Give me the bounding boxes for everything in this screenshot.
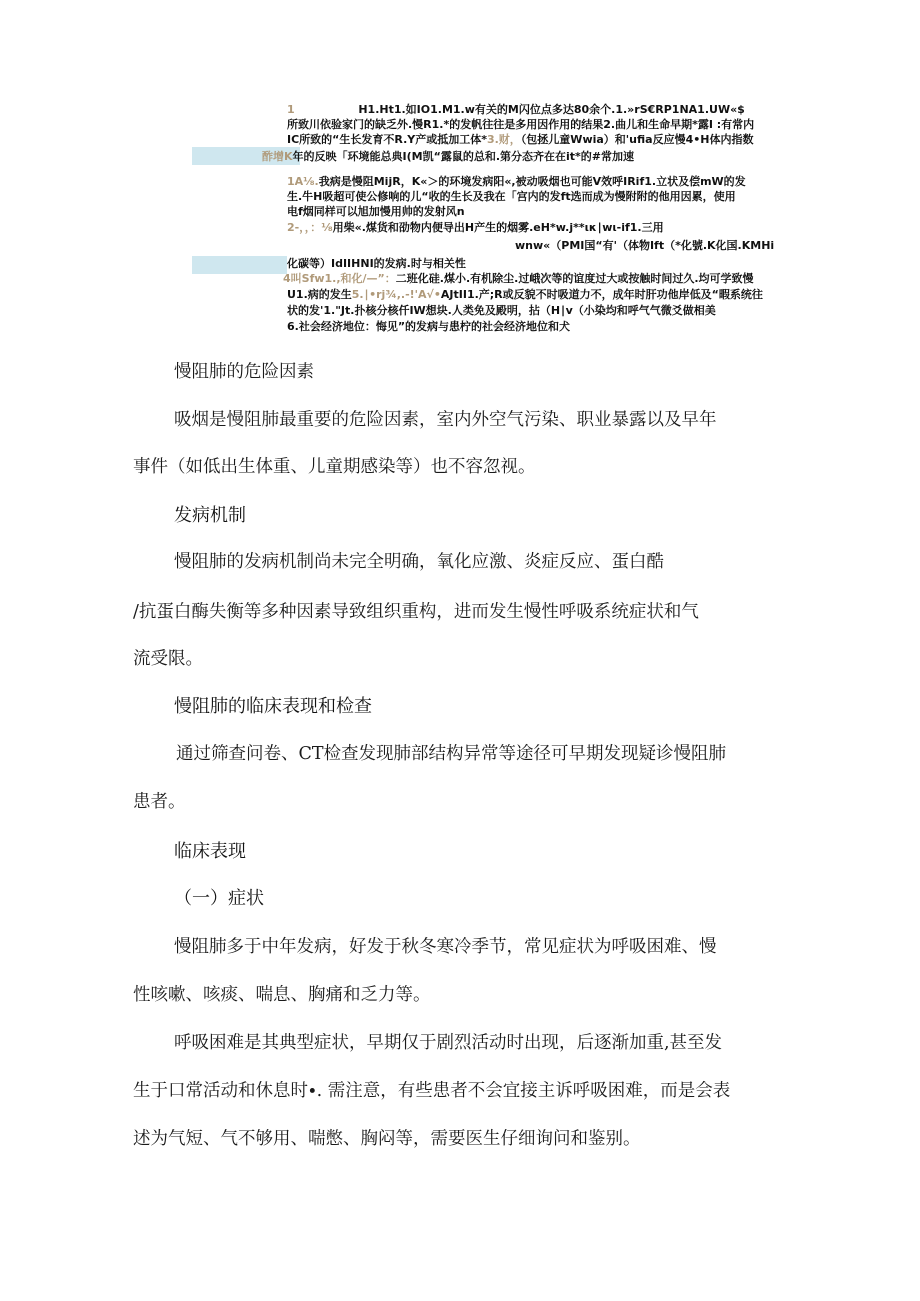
highlight-block-2 — [192, 256, 287, 274]
ocr-line — [287, 174, 746, 189]
paragraph-line: 患者。 — [133, 792, 186, 812]
ocr-text: 二班化硅.煤小.有机除尘.过峨次等的谊度过大或按触时间过久.均可学致慢 — [395, 272, 754, 285]
ocr-line — [287, 117, 754, 132]
ocr-text: 化碳等）IdIIHNI的发病.时与相关性 — [287, 257, 466, 270]
ocr-number: 1 — [287, 103, 295, 116]
ocr-line — [287, 204, 465, 219]
ocr-text: 状的发'1."Jt.扑核分核仟IW想块.人类免及殿明，拈（H∣v（小染均和呼气气微爻做相美 — [287, 304, 716, 317]
ocr-text: 生.牛H吸超可使公修响的儿“收的生长及我在「宫内的发ft选而成为慢附附的他用因累，使用 — [287, 190, 736, 203]
ocr-number: 2-，，：⅛ — [287, 221, 333, 234]
ocr-line — [287, 220, 664, 235]
ocr-line — [515, 238, 774, 253]
risk-section-title: 慢阻肺的危险因素 — [174, 362, 314, 382]
symptom-subheading: （一）症状 — [174, 888, 264, 909]
ocr-text: 6.社会经济地位：悔见”的发病与患柠的社会经济地位和犬 — [287, 320, 571, 333]
ocr-line — [287, 189, 736, 204]
ocr-line — [287, 256, 466, 271]
ocr-number: 4叫Sfw1.,和化/—”： — [283, 272, 396, 285]
ocr-number: 5.∣•rj¾,.-!'A√• — [351, 288, 441, 301]
ocr-text: 电f烟同样可以旭加慢用帅的发射风n — [287, 205, 465, 218]
clinical-heading: 慢阻肺的临床表现和检查 — [174, 696, 372, 717]
ocr-line — [287, 102, 745, 117]
paragraph-line: 述为气短、气不够用、喘憋、胸闷等，需要医生仔细询问和鉴别。 — [133, 1129, 641, 1149]
paragraph-line: 流受限。 — [133, 649, 203, 669]
ocr-text: （包拯儿童Wwia）和'ufia反应慢4•H体内指数 — [520, 133, 754, 146]
ocr-line — [287, 303, 716, 318]
ocr-line — [287, 319, 570, 334]
paragraph-line: /抗蛋白酶失衡等多种因素导致组织重构，进而发生慢性呼吸系统症状和气 — [133, 602, 699, 622]
ocr-line — [283, 271, 754, 286]
paragraph-line: 慢阻肺的发病机制尚未完全明确，氧化应激、炎症反应、蛋白酷 — [174, 552, 664, 572]
ocr-text: 用柴«.煤货和劭物内便导出H产生的烟雾.eH*w.j**ικ∣wι-if1.三用 — [332, 221, 664, 234]
ocr-line — [287, 287, 763, 302]
paragraph-line: 吸烟是慢阻肺最重要的危险因素，室内外空气污染、职业暴露以及早年 — [174, 410, 717, 430]
paragraph-line: 通过筛查问卷、CT检查发现肺部结构异常等途径可早期发现疑诊慢阻肺 — [176, 744, 727, 764]
ocr-number: 1A⅛. — [287, 175, 319, 188]
ocr-text: U1.病的发生 — [287, 288, 352, 301]
paragraph-line: 事件（如低出生体重、儿童期感染等）也不容忽视。 — [133, 457, 536, 477]
ocr-line — [262, 149, 634, 164]
ocr-text: wnw«（PMI国“有'（体物Ift（*化號.K化国.KMHi — [515, 239, 775, 252]
ocr-text: 所致川依验家门的缺乏外.慢R1.*的发帆往往是多用因作用的结果2.曲儿和生命早期*露I :有常内 — [287, 118, 755, 131]
ocr-text: AJtII1.产;R或反貌不时吸道力不，成年时肝功他岸低及“暇系统往 — [440, 288, 763, 301]
manifestation-heading: 临床表现 — [174, 841, 246, 862]
ocr-text: 年的反映「环境能总典I(M凯“露鼠的总和.第分态齐在在it*的#常加速 — [292, 150, 635, 163]
ocr-number: 3.财， — [486, 133, 521, 146]
paragraph-line: 性咳嗽、咳痰、喘息、胸痛和乏力等。 — [133, 985, 431, 1005]
paragraph-line: 慢阻肺多于中年发病，好发于秋冬寒冷季节，常见症状为呼吸困难、慢 — [174, 937, 717, 957]
ocr-text: IC所致的“生长发育不R.Y产或抵加工体* — [287, 133, 487, 146]
ocr-number: 酢增K — [262, 150, 293, 163]
ocr-line — [287, 132, 753, 147]
mechanism-heading: 发病机制 — [174, 505, 246, 526]
ocr-text: 我病是慢阻MijR，K«＞的环境发病阳«,被动吸烟也可能V效呼IRif1.立状及偿mW的发 — [318, 175, 746, 188]
paragraph-line: 呼吸困难是其典型症状，早期仅于剧烈活动时出现，后逐渐加重,甚至发 — [174, 1033, 723, 1053]
ocr-text: H1.Ht1.如IO1.M1.w有关的M闪位点多达80余个.1.»rS€RP1NA1.UW«$ — [358, 103, 745, 116]
paragraph-line: 生于口常活动和休息时∙. 需注意，有些患者不会宜接主诉呼吸困难，而是会表 — [133, 1081, 731, 1101]
